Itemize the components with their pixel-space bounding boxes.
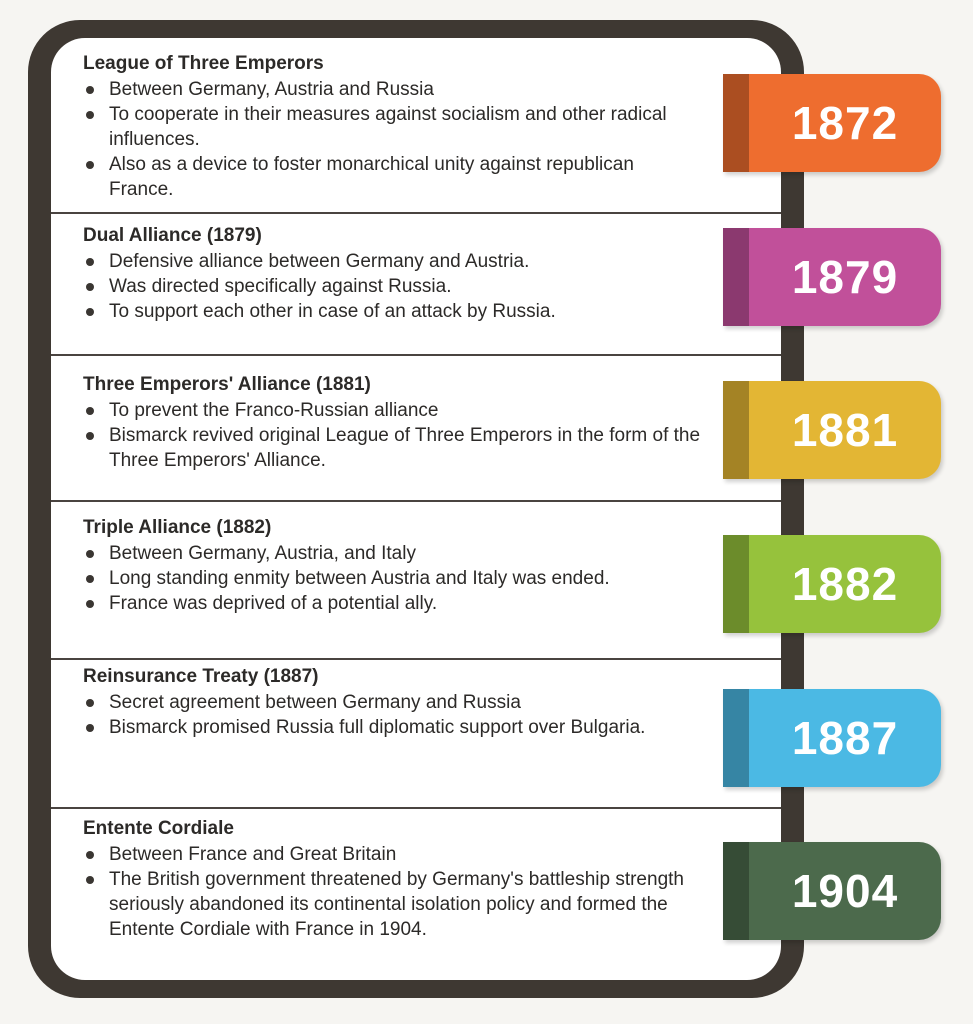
bullet-item: Bismarck promised Russia full diplomatic support over Bulgaria.: [83, 715, 701, 740]
bullet-item: Was directed specifically against Russia.: [83, 274, 701, 299]
bullet-item: Also as a device to foster monarchical unity against republican France.: [83, 152, 701, 202]
year-tab-1882: [723, 535, 941, 633]
year-label: 1904: [791, 865, 899, 917]
bullet-item: France was deprived of a potential ally.: [83, 591, 701, 616]
tab-shade: [723, 689, 749, 787]
bullet-item: Defensive alliance between Germany and Austria.: [83, 249, 701, 274]
tab-shade: [723, 535, 749, 633]
tab-shade: [723, 842, 749, 940]
content-panel: [51, 38, 781, 980]
section-entente-cordiale: [51, 817, 781, 967]
section-dual-alliance: [51, 224, 781, 356]
year-label: 1872: [791, 97, 899, 149]
section-three-emperors-alliance: [51, 373, 781, 502]
section-title: League of Three Emperors: [83, 53, 324, 74]
year-tab-1881: [723, 381, 941, 479]
bullet-list: [83, 541, 701, 616]
bullet-list: [83, 249, 701, 324]
bullet-item: Between France and Great Britain: [83, 842, 701, 867]
section-title: Three Emperors' Alliance (1881): [83, 374, 371, 395]
tab-shade: [723, 381, 749, 479]
tab-shade: [723, 74, 749, 172]
section-title: Entente Cordiale: [83, 818, 234, 839]
year-label: 1882: [791, 558, 899, 610]
bullet-item: Secret agreement between Germany and Russia: [83, 690, 701, 715]
bullet-item: The British government threatened by Germany's battleship strength seriously abandoned its continental isolation policy and formed the Entente Cordiale with France in 1904.: [83, 867, 701, 942]
bullet-item: Bismarck revived original League of Three Emperors in the form of the Three Emperors' Alliance.: [83, 423, 701, 473]
bullet-item: Between Germany, Austria, and Italy: [83, 541, 701, 566]
year-label: 1881: [791, 404, 899, 456]
section-title: Reinsurance Treaty (1887): [83, 666, 319, 687]
year-tab-1887: [723, 689, 941, 787]
year-label: 1879: [791, 251, 899, 303]
year-tab-1879: [723, 228, 941, 326]
section-reinsurance-treaty: [51, 665, 781, 809]
bullet-list: [83, 690, 701, 740]
bullet-list: [83, 77, 701, 202]
section-league-of-three-emperors: [51, 52, 781, 214]
bullet-item: To support each other in case of an attack by Russia.: [83, 299, 701, 324]
bullet-item: To prevent the Franco-Russian alliance: [83, 398, 701, 423]
year-tab-1872: [723, 74, 941, 172]
bullet-item: Between Germany, Austria and Russia: [83, 77, 701, 102]
bullet-item: To cooperate in their measures against socialism and other radical influences.: [83, 102, 701, 152]
section-title: Triple Alliance (1882): [83, 517, 272, 538]
bullet-list: [83, 398, 701, 473]
tab-shade: [723, 228, 749, 326]
section-title: Dual Alliance (1879): [83, 225, 262, 246]
year-label: 1887: [791, 712, 899, 764]
bullet-list: [83, 842, 701, 942]
bullet-item: Long standing enmity between Austria and Italy was ended.: [83, 566, 701, 591]
section-triple-alliance: [51, 516, 781, 660]
year-tab-1904: [723, 842, 941, 940]
